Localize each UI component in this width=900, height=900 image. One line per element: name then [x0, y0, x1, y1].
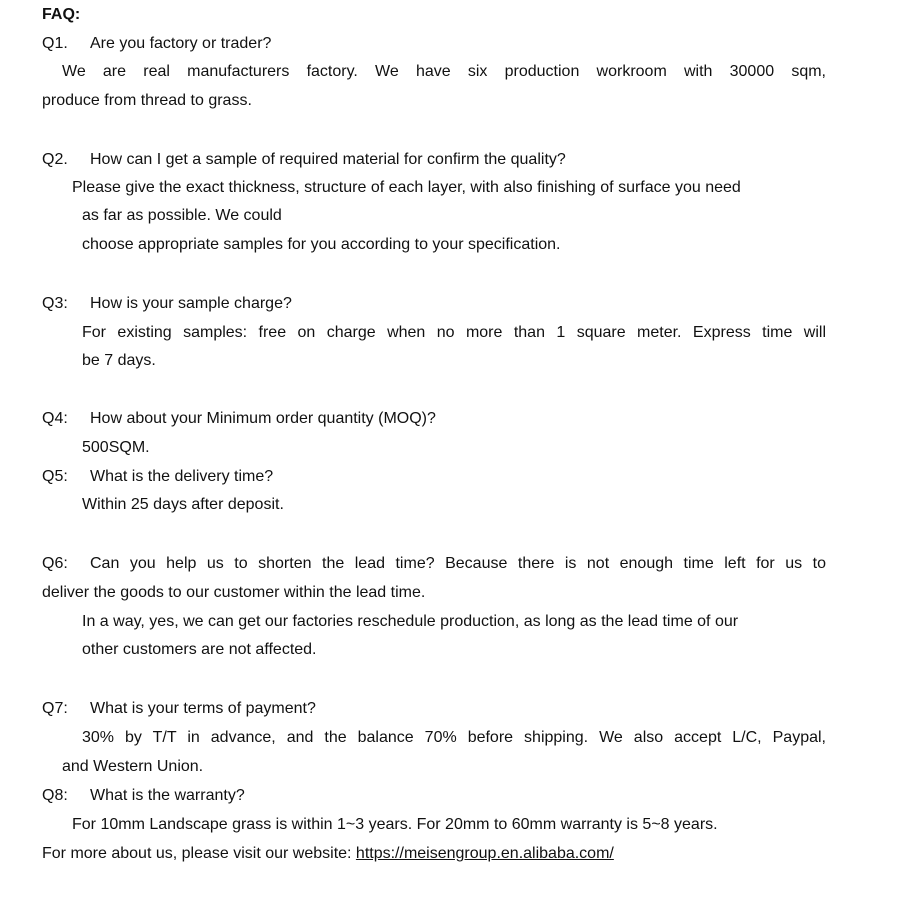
q6-answer-line2: other customers are not affected. — [82, 641, 317, 658]
q3-label: Q3: — [42, 295, 68, 312]
website-prefix: For more about us, please visit our website: — [42, 845, 356, 862]
q2-label: Q2. — [42, 151, 68, 168]
q5-answer: Within 25 days after deposit. — [82, 496, 284, 513]
q3-text: How is your sample charge? — [90, 295, 292, 312]
q6-answer-line1: In a way, yes, we can get our factories reschedule production, as long as the lead time of our — [82, 613, 739, 630]
q4-label: Q4: — [42, 410, 68, 427]
q5-text: What is the delivery time? — [90, 468, 274, 485]
q1-question — [42, 34, 271, 54]
q1-text: Are you factory or trader? — [90, 35, 272, 52]
q2-answer-line3: choose appropriate samples for you according to your specification. — [82, 236, 561, 253]
q3-answer-line1: For existing samples: free on charge when no more than 1 square meter. Express time will — [82, 324, 826, 341]
q1-answer-line2: produce from thread to grass. — [42, 92, 252, 109]
q7-label: Q7: — [42, 700, 68, 717]
website-link[interactable]: https://meisengroup.en.alibaba.com/ — [355, 845, 614, 862]
website-line — [42, 844, 614, 864]
q2-answer-line2: as far as possible. We could — [82, 207, 282, 224]
q6-text: Can you help us to shorten the lead time? Because there is not enough time left for us to — [90, 555, 826, 572]
q8-label: Q8: — [42, 787, 68, 804]
q2-answer-line1: Please give the exact thickness, structure of each layer, with also finishing of surface you need — [72, 179, 741, 196]
q7-answer-line2: and Western Union. — [62, 758, 204, 775]
q3-answer-line2: be 7 days. — [82, 352, 156, 369]
q8-question — [42, 786, 245, 806]
q6-question-line2: deliver the goods to our customer within the lead time. — [42, 584, 426, 601]
q4-text: How about your Minimum order quantity (MOQ)? — [90, 410, 436, 427]
q2-question — [42, 150, 566, 170]
q5-question — [42, 467, 273, 487]
q6-question-line1 — [42, 554, 826, 574]
q5-label: Q5: — [42, 468, 68, 485]
q7-question — [42, 699, 316, 719]
q1-label: Q1. — [42, 35, 68, 52]
q4-question — [42, 409, 436, 429]
q7-answer-line1: 30% by T/T in advance, and the balance 70% before shipping. We also accept L/C, Paypal, — [82, 729, 826, 746]
faq-title: FAQ: — [42, 6, 81, 23]
q7-text: What is your terms of payment? — [90, 700, 316, 717]
q3-question — [42, 294, 292, 314]
q1-answer-line1: We are real manufacturers factory. We have six production workroom with 30000 sqm, — [62, 63, 826, 80]
q6-label: Q6: — [42, 555, 68, 572]
q8-text: What is the warranty? — [90, 787, 245, 804]
q8-answer: For 10mm Landscape grass is within 1~3 years. For 20mm to 60mm warranty is 5~8 years. — [72, 816, 718, 833]
q4-answer: 500SQM. — [82, 439, 150, 456]
q2-text: How can I get a sample of required material for confirm the quality? — [90, 151, 566, 168]
